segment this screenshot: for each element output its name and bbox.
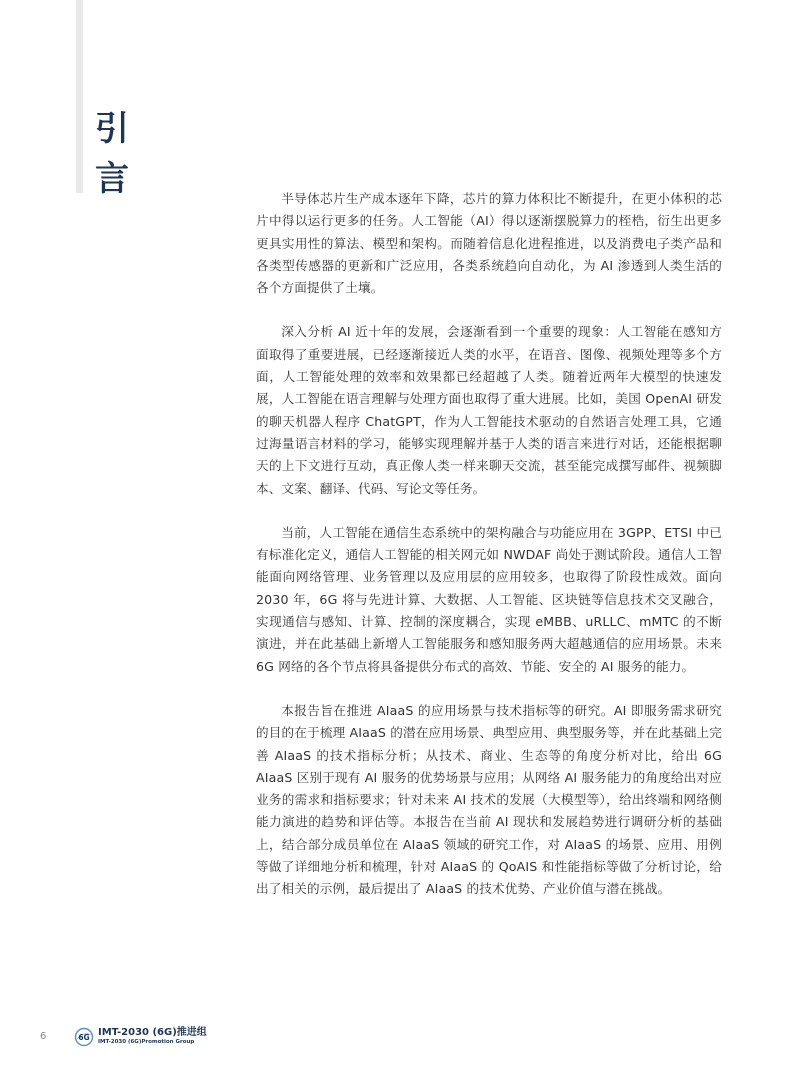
body-content [256,188,722,923]
paragraph-2: 深入分析 AI 近十年的发展，会逐渐看到一个重要的现象：人工智能在感知方面取得了重要进展，已经逐渐接近人类的水平，在语音、图像、视频处理等多个方面，人工智能处理的效率和效果都已经超越了人类。随着近两年大模型的快速发展，人工智能在语言理解与处理方面也取得了重大进展。比如，美国 OpenAI 研发的聊天机器人程序 ChatGPT，作为人工智能技术驱动的自然语言处理工具，它通过海量语言材料的学习，能够实现理解并基于人类的语言来进行对话，还能根据聊天的上下文进行互动，真正像人类一样来聊天交流，甚至能完成撰写邮件、视频脚本、文案、翻译、代码、写论文等任务。 [256,324,722,496]
decorative-side-bar [76,0,83,193]
logo-mark-text: 6G [78,1033,90,1042]
paragraph-4: 本报告旨在推进 AIaaS 的应用场景与技术指标等的研究。AI 即服务需求研究的目的在于梳理 AIaaS 的潜在应用场景、典型应用、典型服务等，并在此基础上完善 AIaaS 的技术指标分析；从技术、商业、生态等的角度分析对比，给出 6G AIaaS 区别于现有 AI 服务的优势场景与应用；从网络 AI 服务能力的角度给出对应业务的需求和指标要求；针对未来 AI 技术的发展（大模型等），给出终端和网络侧能力演进的趋势和评估等。本报告在当前 AI 现状和发展趋势进行调研分析的基础上，结合部分成员单位在 AIaaS 领域的研究工作，对 AIaaS 的场景、应用、用例等做了详细地分析和梳理，针对 AIaaS 的 QoAIS 和性能指标等做了分析讨论，给出了相关的示例，最后提出了 AIaaS 的技术优势、产业价值与潜在挑战。 [256,702,722,897]
page-number: 6 [40,1031,47,1042]
logo-6g-icon [74,1027,94,1047]
logo-text [98,1028,207,1046]
section-title-char-2: 言 [95,159,129,199]
footer-logo [74,1026,207,1048]
paragraph-1: 半导体芯片生产成本逐年下降，芯片的算力体积比不断提升，在更小体积的芯片中得以运行更多的任务。人工智能（AI）得以逐渐摆脱算力的桎梏，衍生出更多更具实用性的算法、模型和架构。而随着信息化进程推进，以及消费电子类产品和各类型传感器的更新和广泛应用，各类系统趋向自动化，为 AI 渗透到人类生活的各个方面提供了土壤。 [256,191,722,296]
section-title-char-1: 引 [95,109,129,149]
section-title [95,104,135,204]
logo-main-text: IMT-2030 (6G)推进组 [98,1027,207,1039]
logo-sub-text: IMT-2030 (6G)Promotion Group [98,1039,195,1046]
paragraph-3: 当前，人工智能在通信生态系统中的架构融合与功能应用在 3GPP、ETSI 中已有标准化定义，通信人工智能的相关网元如 NWDAF 尚处于测试阶段。通信人工智能面向网络管理、业务管理以及应用层的应用较多，也取得了阶段性成效。面向 2030 年，6G 将与先进计算、大数据、人工智能、区块链等信息技术交叉融合，实现通信与感知、计算、控制的深度耦合，实现 eMBB、uRLLC、mMTC 的不断演进，并在此基础上新增人工智能服务和感知服务两大超越通信的应用场景。未来 6G 网络的各个节点将具备提供分布式的高效、节能、安全的 AI 服务的能力。 [256,524,722,674]
